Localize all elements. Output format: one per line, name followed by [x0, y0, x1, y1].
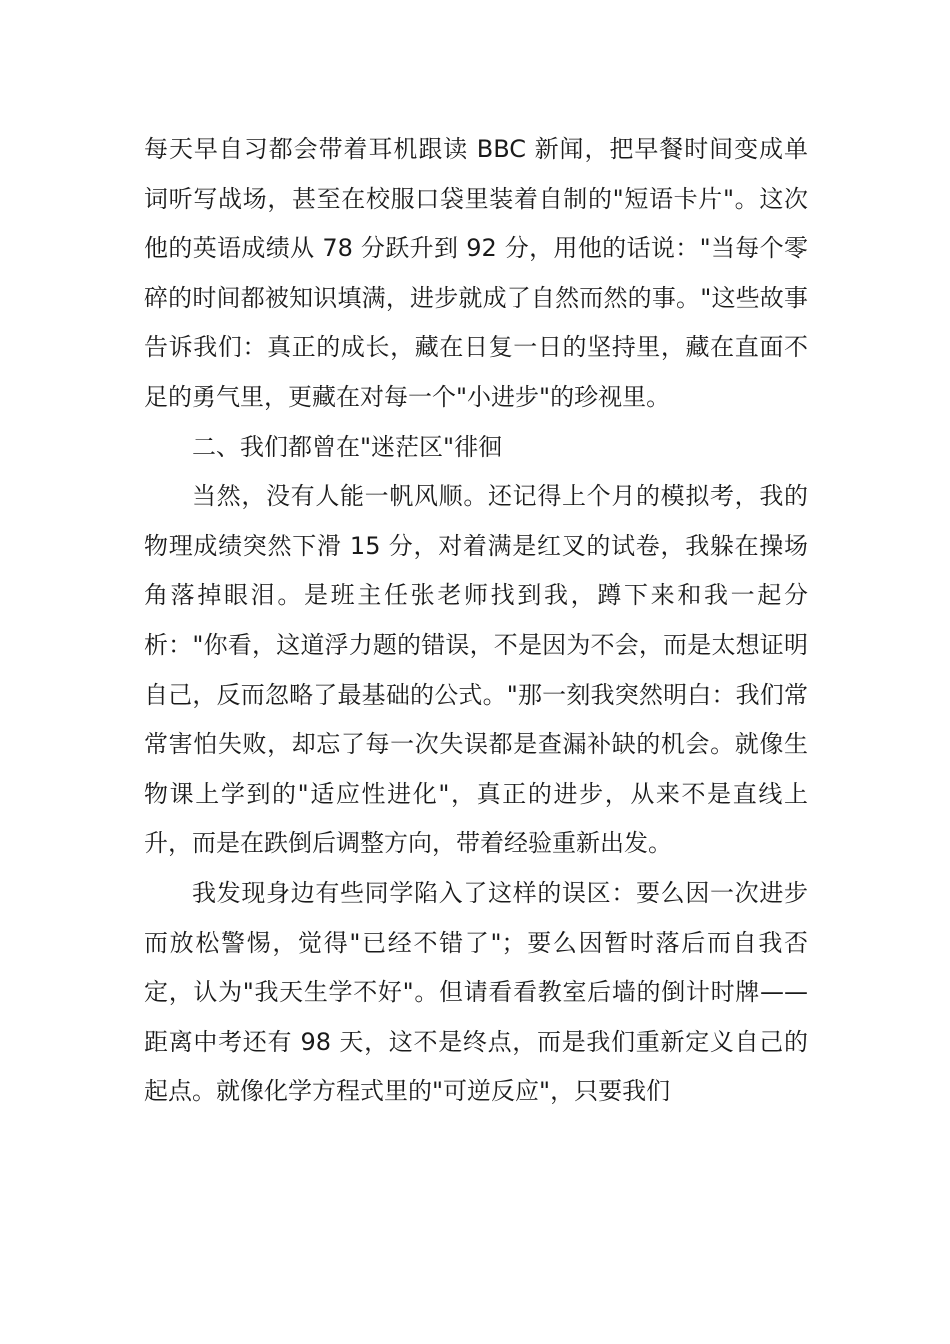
- paragraph-3: 我发现身边有些同学陷入了这样的误区：要么因一次进步而放松警惕，觉得"已经不错了"；要么因暂时落后而自我否定，认为"我天生学不好"。但请看看教室后墙的倒计时牌——距离中考还有 98 天，这不是终点，而是我们重新定义自己的起点。就像化学方程式里的"可逆反应"，只要我们: [144, 878, 808, 1106]
- section-heading: 二、我们都曾在"迷茫区"徘徊: [192, 432, 503, 461]
- paragraph-2: 当然，没有人能一帆风顺。还记得上个月的模拟考，我的物理成绩突然下滑 15 分，对着满是红叉的试卷，我躲在操场角落掉眼泪。是班主任张老师找到我，蹲下来和我一起分析："你看，这道浮力题的错误，不是因为不会，而是太想证明自己，反而忽略了最基础的公式。"那一刻我突然明白：我们常常害怕失败，却忘了每一次失误都是查漏补缺的机会。就像生物课上学到的"适应性进化"，真正的进步，从来不是直线上升，而是在跌倒后调整方向，带着经验重新出发。: [144, 482, 808, 858]
- document-body: [144, 125, 808, 1117]
- paragraph-1: 每天早自习都会带着耳机跟读 BBC 新闻，把早餐时间变成单词听写战场，甚至在校服口袋里装着自制的"短语卡片"。这次他的英语成绩从 78 分跃升到 92 分，用他的话说："当每个零碎的时间都被知识填满，进步就成了自然而然的事。"这些故事告诉我们：真正的成长，藏在日复一日的坚持里，藏在直面不足的勇气里，更藏在对每一个"小进步"的珍视里。: [144, 135, 808, 411]
